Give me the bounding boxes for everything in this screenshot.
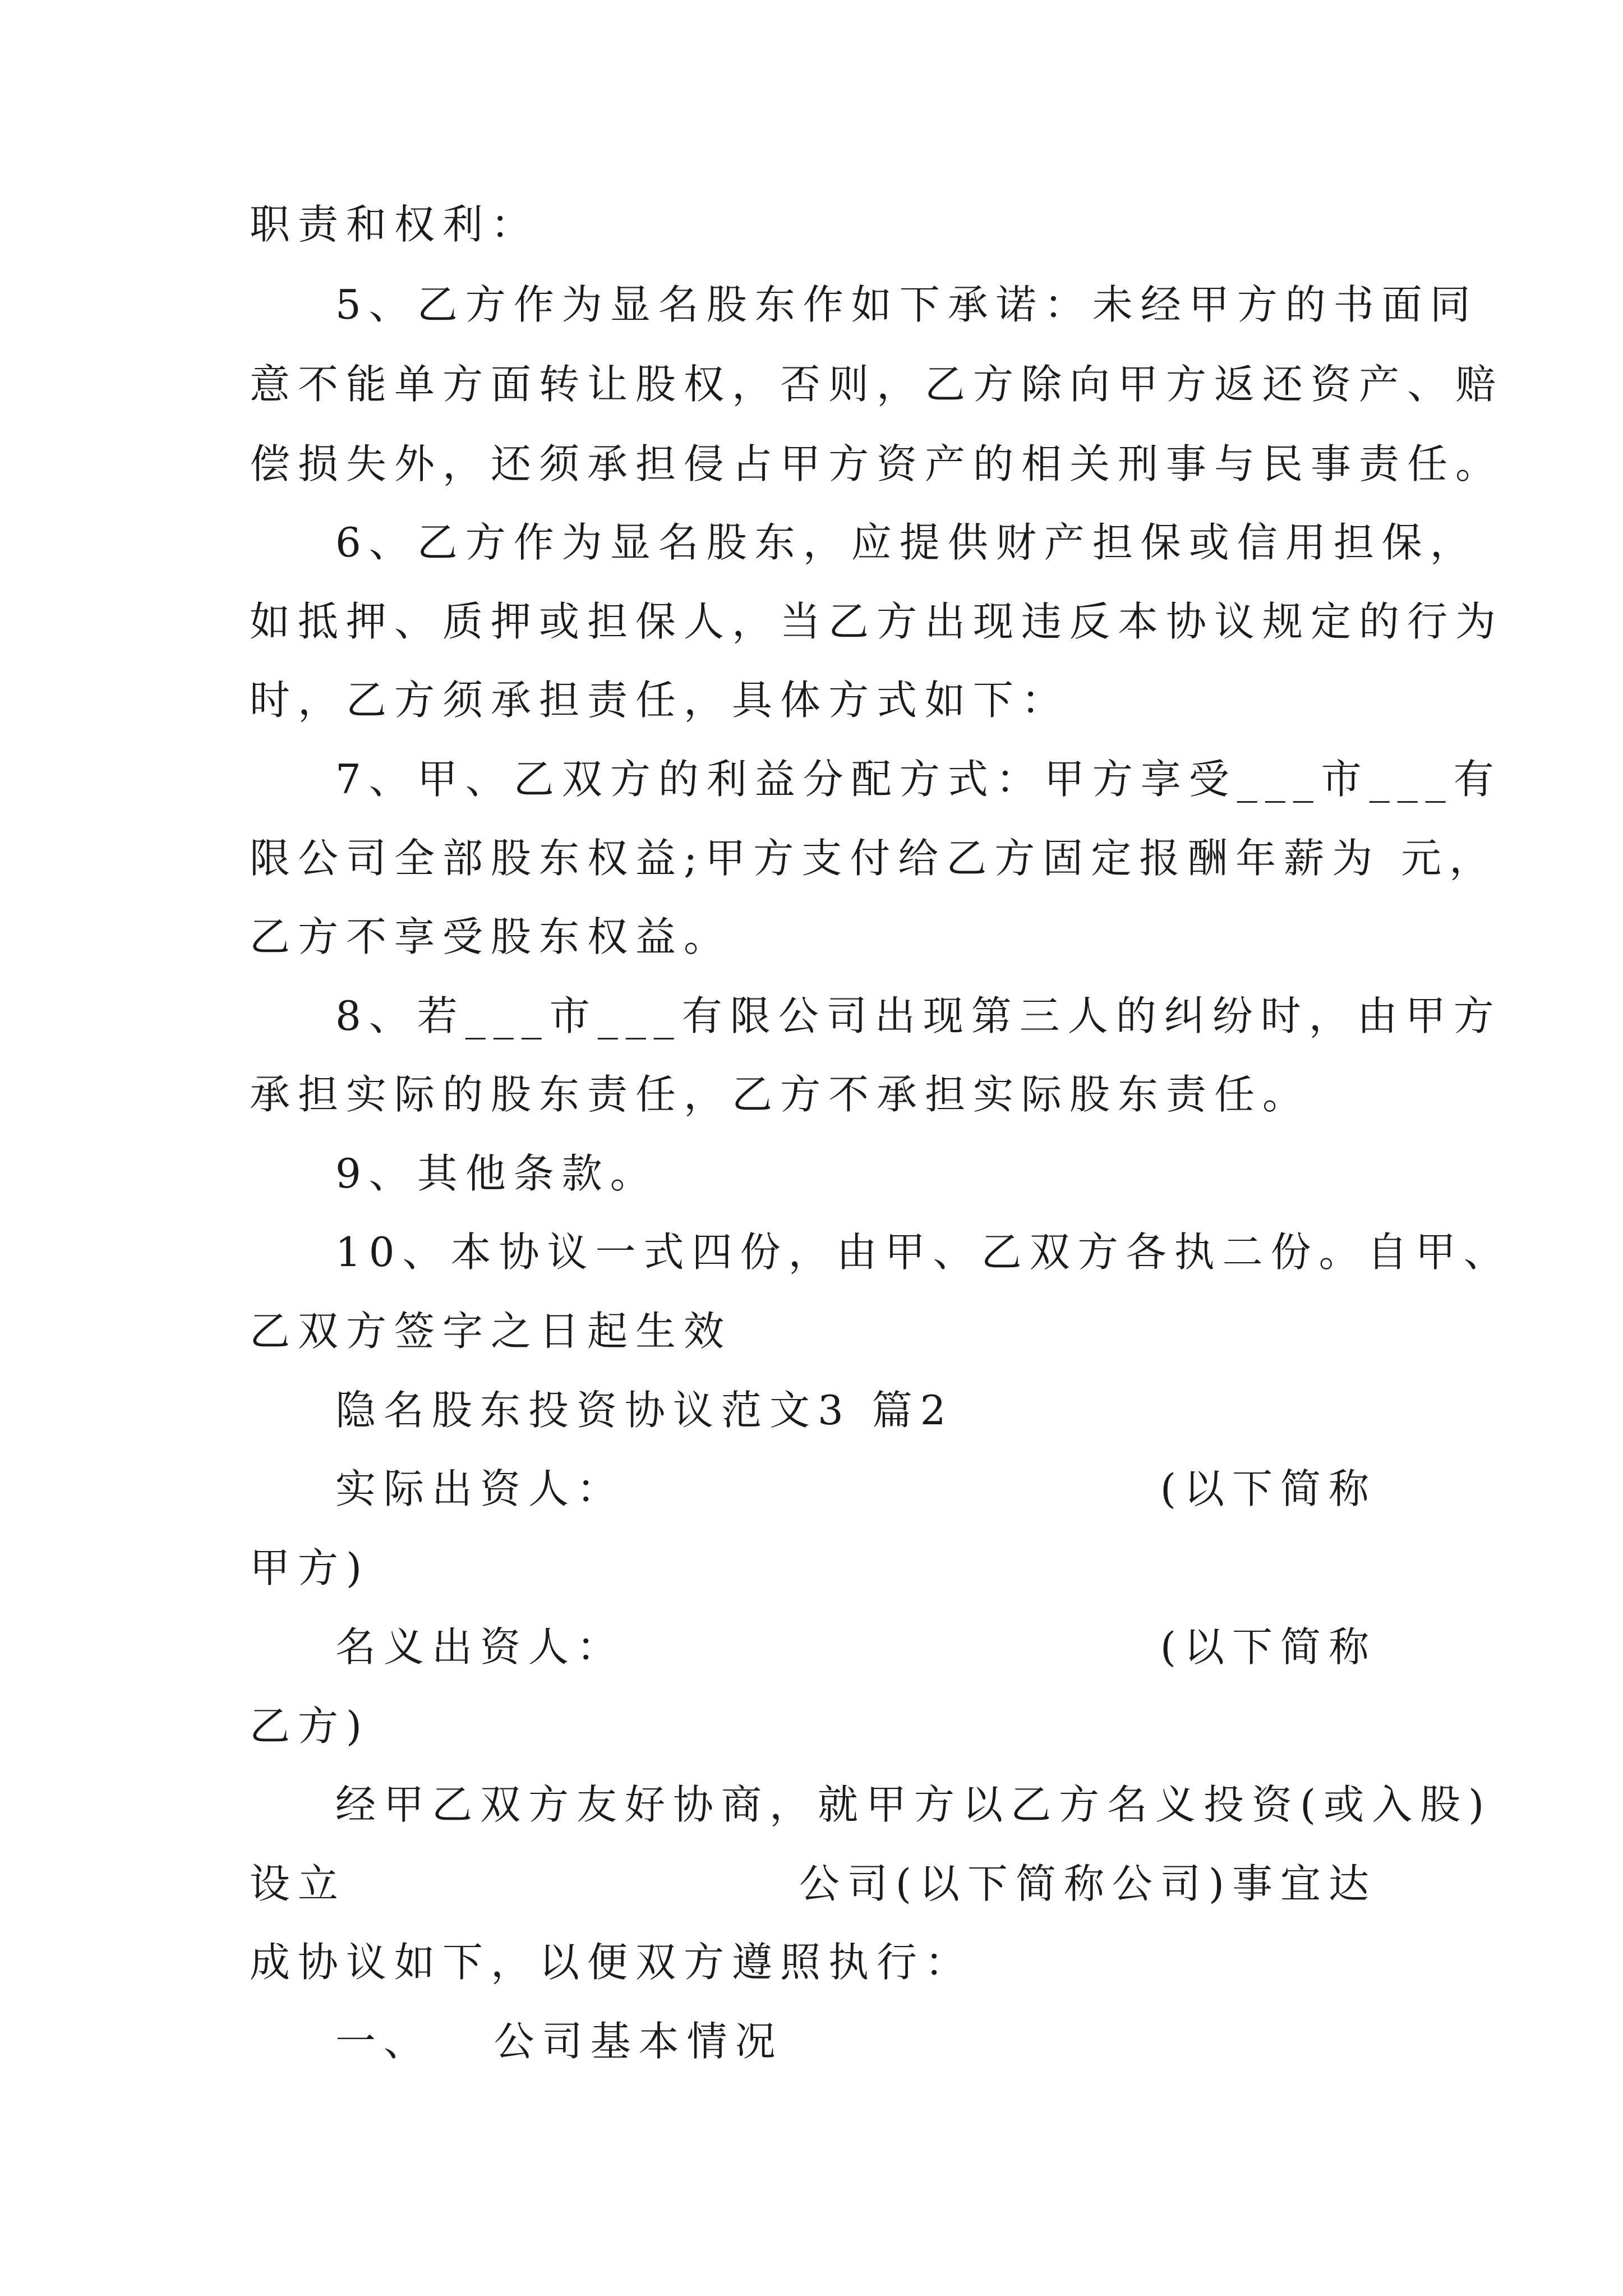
text-line: 如抵押、质押或担保人，当乙方出现违反本协议规定的行为 — [250, 598, 1504, 645]
text-line: 时，乙方须承担责任，具体方式如下： — [250, 677, 1070, 724]
actual-investor-label: 实际出资人： — [335, 1465, 625, 1512]
text-line: 乙方不享受股东权益。 — [250, 913, 732, 960]
text-line: 9、其他条款。 — [335, 1150, 658, 1197]
actual-investor-continuation: 甲方) — [250, 1544, 370, 1591]
text-line: 偿损失外，还须承担侵占甲方资产的相关刑事与民事责任。 — [250, 440, 1504, 487]
text-line: 承担实际的股东责任，乙方不承担实际股东责任。 — [250, 1071, 1311, 1118]
section-title: 隐名股东投资协议范文3 篇2 — [335, 1387, 954, 1434]
text-line: 意不能单方面转让股权，否则，乙方除向甲方返还资产、赔 — [250, 361, 1504, 408]
text-line: 8、若___市___有限公司出现第三人的纠纷时，由甲方 — [335, 992, 1502, 1039]
preamble-line — [250, 1857, 1377, 1911]
nominal-investor-row — [335, 1620, 1377, 1674]
preamble-right: 公司(以下简称公司)事宜达 — [799, 1860, 1377, 1907]
preamble-line: 经甲乙双方友好协商，就甲方以乙方名义投资(或入股) — [335, 1781, 1492, 1828]
text-line: 10、本协议一式四份，由甲、乙双方各执二份。自甲、 — [335, 1228, 1512, 1276]
actual-investor-suffix: (以下简称 — [1160, 1465, 1377, 1512]
text-line: 限公司全部股东权益;甲方支付给乙方固定报酬年薪为 元， — [250, 835, 1498, 882]
actual-investor-row — [335, 1462, 1377, 1516]
nominal-investor-continuation: 乙方) — [250, 1703, 370, 1750]
text-line: 乙双方签字之日起生效 — [250, 1308, 732, 1355]
text-line: 7、甲、乙双方的利益分配方式：甲方享受___市___有 — [335, 756, 1502, 803]
text-line: 5、乙方作为显名股东作如下承诺：未经甲方的书面同 — [335, 281, 1478, 328]
section-heading: 一、 公司基本情况 — [335, 2018, 783, 2065]
nominal-investor-label: 名义出资人： — [335, 1623, 625, 1671]
text-line: 6、乙方作为显名股东，应提供财产担保或信用担保， — [335, 519, 1478, 566]
text-line: 职责和权利： — [250, 201, 540, 248]
preamble-left: 设立 — [250, 1860, 347, 1907]
preamble-line: 成协议如下，以便双方遵照执行： — [250, 1939, 974, 1986]
nominal-investor-suffix: (以下简称 — [1160, 1623, 1377, 1671]
